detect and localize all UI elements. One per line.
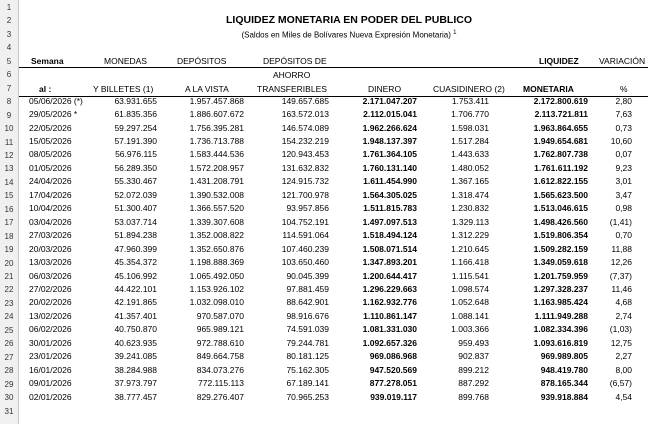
cell-liquidez[interactable]: 1.082.334.396 bbox=[533, 324, 588, 335]
cell-ahorro[interactable]: 163.572.013 bbox=[281, 109, 329, 120]
row-number[interactable]: 1 bbox=[6, 3, 12, 12]
cell-cuasidinero[interactable]: 1.210.645 bbox=[451, 243, 489, 254]
cell-dinero[interactable]: 1.347.893.201 bbox=[362, 257, 417, 268]
cell-monedas[interactable]: 42.191.865 bbox=[114, 297, 157, 308]
cell-monedas[interactable]: 38.777.457 bbox=[114, 391, 157, 402]
cell-variacion[interactable]: 0,73 bbox=[615, 122, 632, 133]
cell-cuasidinero[interactable]: 1.098.574 bbox=[451, 283, 489, 294]
row-number[interactable]: 9 bbox=[6, 110, 12, 120]
row-number[interactable]: 12 bbox=[4, 150, 14, 160]
cell-semana[interactable]: 24/04/2026 bbox=[29, 176, 72, 187]
cell-monedas[interactable]: 45.354.372 bbox=[114, 257, 157, 268]
row-number[interactable]: 18 bbox=[4, 231, 14, 241]
cell-liquidez[interactable]: 878.165.344 bbox=[540, 378, 588, 389]
cell-variacion[interactable]: 9,23 bbox=[615, 162, 632, 173]
cell-depositos-vista[interactable]: 972.788.610 bbox=[196, 337, 244, 348]
cell-liquidez[interactable]: 1.498.426.560 bbox=[533, 216, 588, 227]
cell-cuasidinero[interactable]: 1.753.411 bbox=[451, 95, 489, 106]
cell-depositos-vista[interactable]: 965.989.121 bbox=[196, 324, 244, 335]
cell-ahorro[interactable]: 70.965.253 bbox=[286, 391, 329, 402]
cell-semana[interactable]: 20/03/2026 bbox=[29, 243, 72, 254]
cell-cuasidinero[interactable]: 1.598.031 bbox=[451, 122, 489, 133]
cell-variacion[interactable]: (7,37) bbox=[609, 270, 632, 281]
cell-semana[interactable]: 03/04/2026 bbox=[29, 216, 72, 227]
cell-semana[interactable]: 27/02/2026 bbox=[29, 283, 72, 294]
cell-liquidez[interactable]: 1.093.616.819 bbox=[533, 337, 588, 348]
cell-monedas[interactable]: 51.894.238 bbox=[114, 230, 157, 241]
cell-monedas[interactable]: 51.300.407 bbox=[114, 203, 157, 214]
row-number[interactable]: 2 bbox=[6, 16, 12, 26]
header-monedas: MONEDAS bbox=[104, 56, 147, 66]
cell-liquidez[interactable]: 1.612.822.155 bbox=[533, 176, 588, 187]
cell-depositos-vista[interactable]: 1.032.098.010 bbox=[189, 297, 244, 308]
cell-cuasidinero[interactable]: 1.367.165 bbox=[451, 176, 489, 187]
cell-variacion[interactable]: 2,27 bbox=[615, 351, 632, 362]
cell-variacion[interactable]: 11,46 bbox=[611, 283, 632, 294]
cell-depositos-vista[interactable]: 1.352.650.876 bbox=[189, 243, 244, 254]
row-number[interactable]: 10 bbox=[4, 124, 14, 134]
cell-ahorro[interactable]: 131.632.832 bbox=[281, 162, 329, 173]
cell-variacion[interactable]: 7,63 bbox=[615, 109, 632, 120]
row-number[interactable]: 21 bbox=[4, 272, 14, 281]
cell-semana[interactable]: 16/01/2026 bbox=[29, 364, 72, 375]
cell-monedas[interactable]: 41.357.401 bbox=[114, 310, 157, 321]
cell-monedas[interactable]: 56.976.115 bbox=[115, 149, 157, 160]
cell-dinero[interactable]: 1.948.137.397 bbox=[362, 136, 417, 146]
cell-monedas[interactable]: 63.931.655 bbox=[114, 95, 157, 106]
sheet-subtitle bbox=[169, 30, 529, 40]
cell-ahorro[interactable]: 104.752.191 bbox=[281, 216, 329, 227]
cell-ahorro[interactable]: 90.045.399 bbox=[286, 270, 329, 281]
cell-monedas[interactable]: 56.289.350 bbox=[114, 162, 157, 173]
cell-variacion[interactable]: 4,68 bbox=[615, 297, 632, 308]
cell-ahorro[interactable]: 98.916.676 bbox=[286, 310, 329, 321]
cell-monedas[interactable]: 57.191.390 bbox=[114, 136, 157, 146]
cell-semana[interactable]: 13/02/2026 bbox=[29, 310, 72, 321]
cell-dinero[interactable]: 2.171.047.207 bbox=[362, 95, 417, 106]
cell-dinero[interactable]: 1.518.494.124 bbox=[362, 230, 417, 241]
row-number[interactable]: 27 bbox=[4, 352, 14, 362]
cell-liquidez[interactable]: 1.509.282.159 bbox=[533, 243, 588, 254]
cell-monedas[interactable]: 47.960.399 bbox=[114, 243, 157, 254]
subtitle-footnote: 1 bbox=[453, 30, 457, 36]
cell-variacion[interactable]: 0,07 bbox=[615, 149, 632, 160]
header-rule-top bbox=[19, 67, 648, 68]
cell-cuasidinero[interactable]: 899.768 bbox=[458, 391, 489, 402]
cell-monedas[interactable]: 59.297.254 bbox=[114, 122, 157, 133]
cell-semana[interactable]: 02/01/2026 bbox=[29, 391, 72, 402]
cell-semana[interactable]: 10/04/2026 bbox=[29, 203, 72, 214]
cell-dinero[interactable]: 1.110.861.147 bbox=[363, 310, 417, 321]
cell-cuasidinero[interactable]: 1.088.141 bbox=[451, 310, 489, 321]
row-number[interactable]: 5 bbox=[6, 56, 12, 66]
cell-liquidez[interactable]: 2.172.800.619 bbox=[533, 95, 588, 106]
header-pct: % bbox=[620, 84, 628, 94]
header-y-billetes: Y BILLETES (1) bbox=[93, 84, 154, 94]
cell-cuasidinero[interactable]: 1.329.113 bbox=[451, 216, 489, 227]
cell-dinero[interactable]: 1.092.657.326 bbox=[362, 337, 417, 348]
cell-dinero[interactable]: 1.162.932.776 bbox=[362, 297, 417, 308]
cell-depositos-vista[interactable]: 1.756.395.281 bbox=[189, 122, 244, 133]
cell-variacion[interactable]: 2,74 bbox=[615, 310, 632, 321]
row-number[interactable]: 31 bbox=[4, 406, 14, 416]
cell-dinero[interactable]: 1.761.364.105 bbox=[362, 149, 417, 160]
row-number[interactable]: 22 bbox=[4, 285, 14, 295]
cell-semana[interactable]: 13/03/2026 bbox=[29, 257, 72, 268]
cell-dinero[interactable]: 1.296.229.663 bbox=[362, 283, 417, 294]
cell-cuasidinero[interactable]: 1.706.770 bbox=[451, 109, 489, 120]
cell-liquidez[interactable]: 2.113.721.811 bbox=[534, 109, 588, 120]
cell-semana[interactable]: 15/05/2026 bbox=[29, 136, 72, 146]
cell-ahorro[interactable]: 146.574.089 bbox=[281, 122, 329, 133]
cell-monedas[interactable]: 55.330.467 bbox=[114, 176, 157, 187]
cell-semana[interactable]: 06/02/2026 bbox=[29, 324, 72, 335]
row-number[interactable]: 28 bbox=[4, 366, 14, 376]
cell-liquidez[interactable]: 1.163.985.424 bbox=[533, 297, 588, 308]
cell-dinero[interactable]: 1.962.266.624 bbox=[362, 122, 417, 133]
cell-dinero[interactable]: 1.511.815.783 bbox=[363, 203, 417, 214]
cell-variacion[interactable]: 4,54 bbox=[615, 391, 632, 402]
cell-liquidez[interactable]: 948.419.780 bbox=[540, 364, 588, 375]
row-number[interactable]: 25 bbox=[4, 325, 14, 335]
cell-cuasidinero[interactable]: 899.212 bbox=[458, 364, 489, 375]
header-al: al : bbox=[39, 84, 52, 94]
row-number[interactable]: 15 bbox=[4, 191, 14, 201]
row-number[interactable]: 24 bbox=[4, 312, 14, 322]
cell-dinero[interactable]: 1.497.097.513 bbox=[362, 216, 417, 227]
cell-cuasidinero[interactable]: 1.517.284 bbox=[451, 136, 489, 146]
row-number[interactable]: 26 bbox=[4, 339, 14, 349]
cell-cuasidinero[interactable]: 1.443.633 bbox=[451, 149, 489, 160]
cell-semana[interactable]: 08/05/2026 bbox=[29, 149, 72, 160]
row-number[interactable]: 20 bbox=[4, 258, 14, 268]
cell-ahorro[interactable]: 114.591.064 bbox=[282, 230, 329, 241]
cell-liquidez[interactable]: 1.963.864.655 bbox=[533, 122, 588, 133]
cell-liquidez[interactable]: 1.762.807.738 bbox=[533, 149, 588, 160]
cell-ahorro[interactable]: 93.957.856 bbox=[286, 203, 329, 214]
cell-semana[interactable]: 01/05/2026 bbox=[29, 162, 72, 173]
header-transferibles: TRANSFERIBLES bbox=[257, 84, 327, 94]
cell-monedas[interactable]: 39.241.085 bbox=[114, 351, 157, 362]
header-monetaria: MONETARIA bbox=[523, 84, 574, 94]
cell-monedas[interactable]: 45.106.992 bbox=[114, 270, 157, 281]
cell-ahorro[interactable]: 75.162.305 bbox=[286, 364, 329, 375]
cell-monedas[interactable]: 44.422.101 bbox=[114, 283, 157, 294]
header-depositos-de: DEPÓSITOS DE bbox=[263, 56, 327, 66]
cell-depositos-vista[interactable]: 834.073.276 bbox=[196, 364, 244, 375]
cell-liquidez[interactable]: 969.989.805 bbox=[540, 351, 588, 362]
cell-cuasidinero[interactable]: 959.493 bbox=[458, 337, 489, 348]
cell-depositos-vista[interactable]: 1.886.607.672 bbox=[189, 109, 244, 120]
cell-ahorro[interactable]: 120.943.453 bbox=[281, 149, 329, 160]
row-number[interactable]: 7 bbox=[6, 83, 12, 93]
cell-depositos-vista[interactable]: 1.065.492.050 bbox=[189, 270, 244, 281]
cell-semana[interactable]: 20/02/2026 bbox=[29, 297, 72, 308]
header-depositos: DEPÓSITOS bbox=[177, 56, 227, 66]
header-ahorro: AHORRO bbox=[273, 70, 311, 80]
cell-dinero[interactable]: 1.200.644.417 bbox=[362, 270, 417, 281]
row-number[interactable]: 14 bbox=[4, 177, 14, 187]
cell-dinero[interactable]: 2.112.015.041 bbox=[363, 109, 417, 120]
row-number[interactable]: 17 bbox=[4, 218, 14, 228]
row-header-column bbox=[0, 0, 19, 424]
header-variacion: VARIACIÓN bbox=[599, 56, 646, 66]
cell-semana[interactable]: 05/06/2026 (*) bbox=[29, 95, 83, 106]
cell-depositos-vista[interactable]: 829.276.407 bbox=[196, 391, 244, 402]
cell-semana[interactable]: 23/01/2026 bbox=[29, 351, 72, 362]
cell-semana[interactable]: 09/01/2026 bbox=[29, 378, 72, 389]
cell-variacion[interactable]: 3,01 bbox=[615, 176, 632, 187]
cell-variacion[interactable]: 11,88 bbox=[611, 243, 632, 254]
cell-monedas[interactable]: 38.284.988 bbox=[114, 364, 157, 375]
cell-liquidez[interactable]: 1.513.046.615 bbox=[533, 203, 588, 214]
cell-ahorro[interactable]: 124.915.732 bbox=[281, 176, 329, 187]
cell-cuasidinero[interactable]: 887.292 bbox=[458, 378, 489, 389]
cell-depositos-vista[interactable]: 970.587.070 bbox=[196, 310, 244, 321]
cell-dinero[interactable]: 1.081.331.030 bbox=[362, 324, 417, 335]
cell-liquidez[interactable]: 1.949.654.681 bbox=[533, 136, 588, 146]
cell-depositos-vista[interactable]: 1.339.307.608 bbox=[189, 216, 244, 227]
cell-semana[interactable]: 22/05/2026 bbox=[29, 122, 72, 133]
cell-ahorro[interactable]: 97.881.459 bbox=[286, 283, 329, 294]
spreadsheet bbox=[19, 0, 648, 424]
cell-monedas[interactable]: 53.037.714 bbox=[114, 216, 157, 227]
cell-liquidez[interactable]: 1.519.806.354 bbox=[533, 230, 588, 241]
header-dinero: DINERO bbox=[368, 84, 402, 94]
cell-monedas[interactable]: 61.835.356 bbox=[114, 109, 157, 120]
row-number[interactable]: 23 bbox=[4, 298, 14, 308]
cell-cuasidinero[interactable]: 1.052.648 bbox=[451, 297, 489, 308]
cell-monedas[interactable]: 40.750.870 bbox=[114, 324, 157, 335]
cell-cuasidinero[interactable]: 1.230.832 bbox=[451, 203, 489, 214]
header-cuasidinero: CUASIDINERO (2) bbox=[433, 84, 505, 94]
cell-variacion[interactable]: 3,47 bbox=[615, 189, 632, 200]
cell-semana[interactable]: 27/03/2026 bbox=[29, 230, 72, 241]
cell-cuasidinero[interactable]: 1.166.418 bbox=[451, 257, 489, 268]
cell-variacion[interactable]: 2,80 bbox=[615, 95, 632, 106]
row-number[interactable]: 29 bbox=[4, 379, 14, 389]
header-liquidez: LIQUIDEZ bbox=[539, 56, 579, 66]
cell-variacion[interactable]: 0,70 bbox=[615, 230, 632, 241]
cell-variacion[interactable]: (1,41) bbox=[609, 216, 632, 227]
cell-semana[interactable]: 29/05/2026 * bbox=[29, 109, 78, 120]
row-number[interactable]: 3 bbox=[6, 29, 12, 39]
cell-ahorro[interactable]: 67.189.141 bbox=[286, 378, 329, 389]
cell-depositos-vista[interactable]: 849.664.758 bbox=[196, 351, 244, 362]
cell-depositos-vista[interactable]: 1.736.713.788 bbox=[189, 136, 244, 146]
cell-depositos-vista[interactable]: 772.115.113 bbox=[197, 378, 244, 389]
cell-variacion[interactable]: (1,03) bbox=[609, 324, 632, 335]
cell-liquidez[interactable]: 1.201.759.959 bbox=[533, 270, 588, 281]
cell-liquidez[interactable]: 1.297.328.237 bbox=[533, 283, 588, 294]
header-semana: Semana bbox=[31, 56, 64, 66]
row-number[interactable]: 19 bbox=[4, 245, 14, 255]
cell-cuasidinero[interactable]: 902.837 bbox=[458, 351, 489, 362]
cell-liquidez[interactable]: 939.918.884 bbox=[540, 391, 588, 402]
cell-variacion[interactable]: 10,60 bbox=[610, 136, 632, 146]
cell-dinero[interactable]: 969.086.968 bbox=[369, 351, 417, 362]
cell-ahorro[interactable]: 149.657.685 bbox=[281, 95, 329, 106]
cell-dinero[interactable]: 1.760.131.140 bbox=[362, 162, 417, 173]
cell-cuasidinero[interactable]: 1.318.474 bbox=[451, 189, 489, 200]
cell-depositos-vista[interactable]: 1.153.926.102 bbox=[189, 283, 244, 294]
cell-depositos-vista[interactable]: 1.572.208.957 bbox=[189, 162, 244, 173]
cell-variacion[interactable]: 12,26 bbox=[610, 257, 632, 268]
cell-liquidez[interactable]: 1.761.611.192 bbox=[534, 162, 588, 173]
cell-variacion[interactable]: 8,00 bbox=[615, 364, 632, 375]
cell-semana[interactable]: 17/04/2026 bbox=[29, 189, 72, 200]
cell-semana[interactable]: 06/03/2026 bbox=[29, 270, 72, 281]
cell-dinero[interactable]: 877.278.051 bbox=[369, 378, 417, 389]
cell-depositos-vista[interactable]: 1.366.557.520 bbox=[189, 203, 244, 214]
cell-dinero[interactable]: 1.508.071.514 bbox=[362, 243, 417, 254]
header-a-la-vista: A LA VISTA bbox=[185, 84, 229, 94]
cell-monedas[interactable]: 40.623.935 bbox=[114, 337, 157, 348]
cell-liquidez[interactable]: 1.349.059.618 bbox=[533, 257, 588, 268]
cell-liquidez[interactable]: 1.111.949.288 bbox=[534, 310, 588, 321]
cell-monedas[interactable]: 37.973.797 bbox=[114, 378, 157, 389]
cell-ahorro[interactable]: 154.232.219 bbox=[281, 136, 329, 146]
cell-cuasidinero[interactable]: 1.003.366 bbox=[451, 324, 489, 335]
row-number[interactable]: 16 bbox=[4, 204, 14, 214]
row-number[interactable]: 8 bbox=[6, 97, 12, 107]
cell-depositos-vista[interactable]: 1.583.444.536 bbox=[189, 149, 244, 160]
cell-dinero[interactable]: 947.520.569 bbox=[369, 364, 417, 375]
sheet-title: LIQUIDEZ MONETARIA EN PODER DEL PUBLICO bbox=[226, 14, 472, 26]
row-number[interactable]: 13 bbox=[4, 164, 14, 174]
cell-ahorro[interactable]: 79.244.781 bbox=[286, 337, 329, 348]
cell-monedas[interactable]: 52.072.039 bbox=[114, 189, 157, 200]
cell-cuasidinero[interactable]: 1.480.052 bbox=[451, 162, 489, 173]
cell-depositos-vista[interactable]: 1.198.888.369 bbox=[189, 257, 244, 268]
cell-ahorro[interactable]: 103.650.460 bbox=[281, 257, 329, 268]
cell-ahorro[interactable]: 74.591.039 bbox=[286, 324, 329, 335]
cell-cuasidinero[interactable]: 1.312.229 bbox=[451, 230, 489, 241]
cell-cuasidinero[interactable]: 1.115.541 bbox=[451, 270, 489, 281]
row-number[interactable]: 4 bbox=[6, 43, 12, 53]
cell-ahorro[interactable]: 107.460.239 bbox=[281, 243, 329, 254]
cell-ahorro[interactable]: 88.642.901 bbox=[286, 297, 329, 308]
subtitle-text: (Saldos en Miles de Bolívares Nueva Expresión Monetaria) bbox=[241, 30, 451, 40]
row-number[interactable]: 6 bbox=[6, 70, 12, 80]
cell-ahorro[interactable]: 121.700.978 bbox=[281, 189, 329, 200]
cell-depositos-vista[interactable]: 1.957.457.868 bbox=[189, 95, 244, 106]
cell-liquidez[interactable]: 1.565.623.500 bbox=[533, 189, 588, 200]
cell-depositos-vista[interactable]: 1.431.208.791 bbox=[189, 176, 244, 187]
row-number[interactable]: 30 bbox=[4, 393, 14, 403]
cell-dinero[interactable]: 1.564.305.025 bbox=[362, 189, 417, 200]
row-number[interactable]: 11 bbox=[4, 137, 14, 147]
cell-dinero[interactable]: 1.611.454.990 bbox=[363, 176, 417, 187]
cell-depositos-vista[interactable]: 1.390.532.008 bbox=[189, 189, 244, 200]
cell-dinero[interactable]: 939.019.117 bbox=[370, 391, 417, 402]
cell-variacion[interactable]: 12,75 bbox=[610, 337, 632, 348]
cell-ahorro[interactable]: 80.181.125 bbox=[286, 351, 329, 362]
cell-variacion[interactable]: 0,98 bbox=[615, 203, 632, 214]
cell-variacion[interactable]: (6,57) bbox=[609, 378, 632, 389]
cell-semana[interactable]: 30/01/2026 bbox=[29, 337, 72, 348]
cell-depositos-vista[interactable]: 1.352.008.822 bbox=[189, 230, 244, 241]
